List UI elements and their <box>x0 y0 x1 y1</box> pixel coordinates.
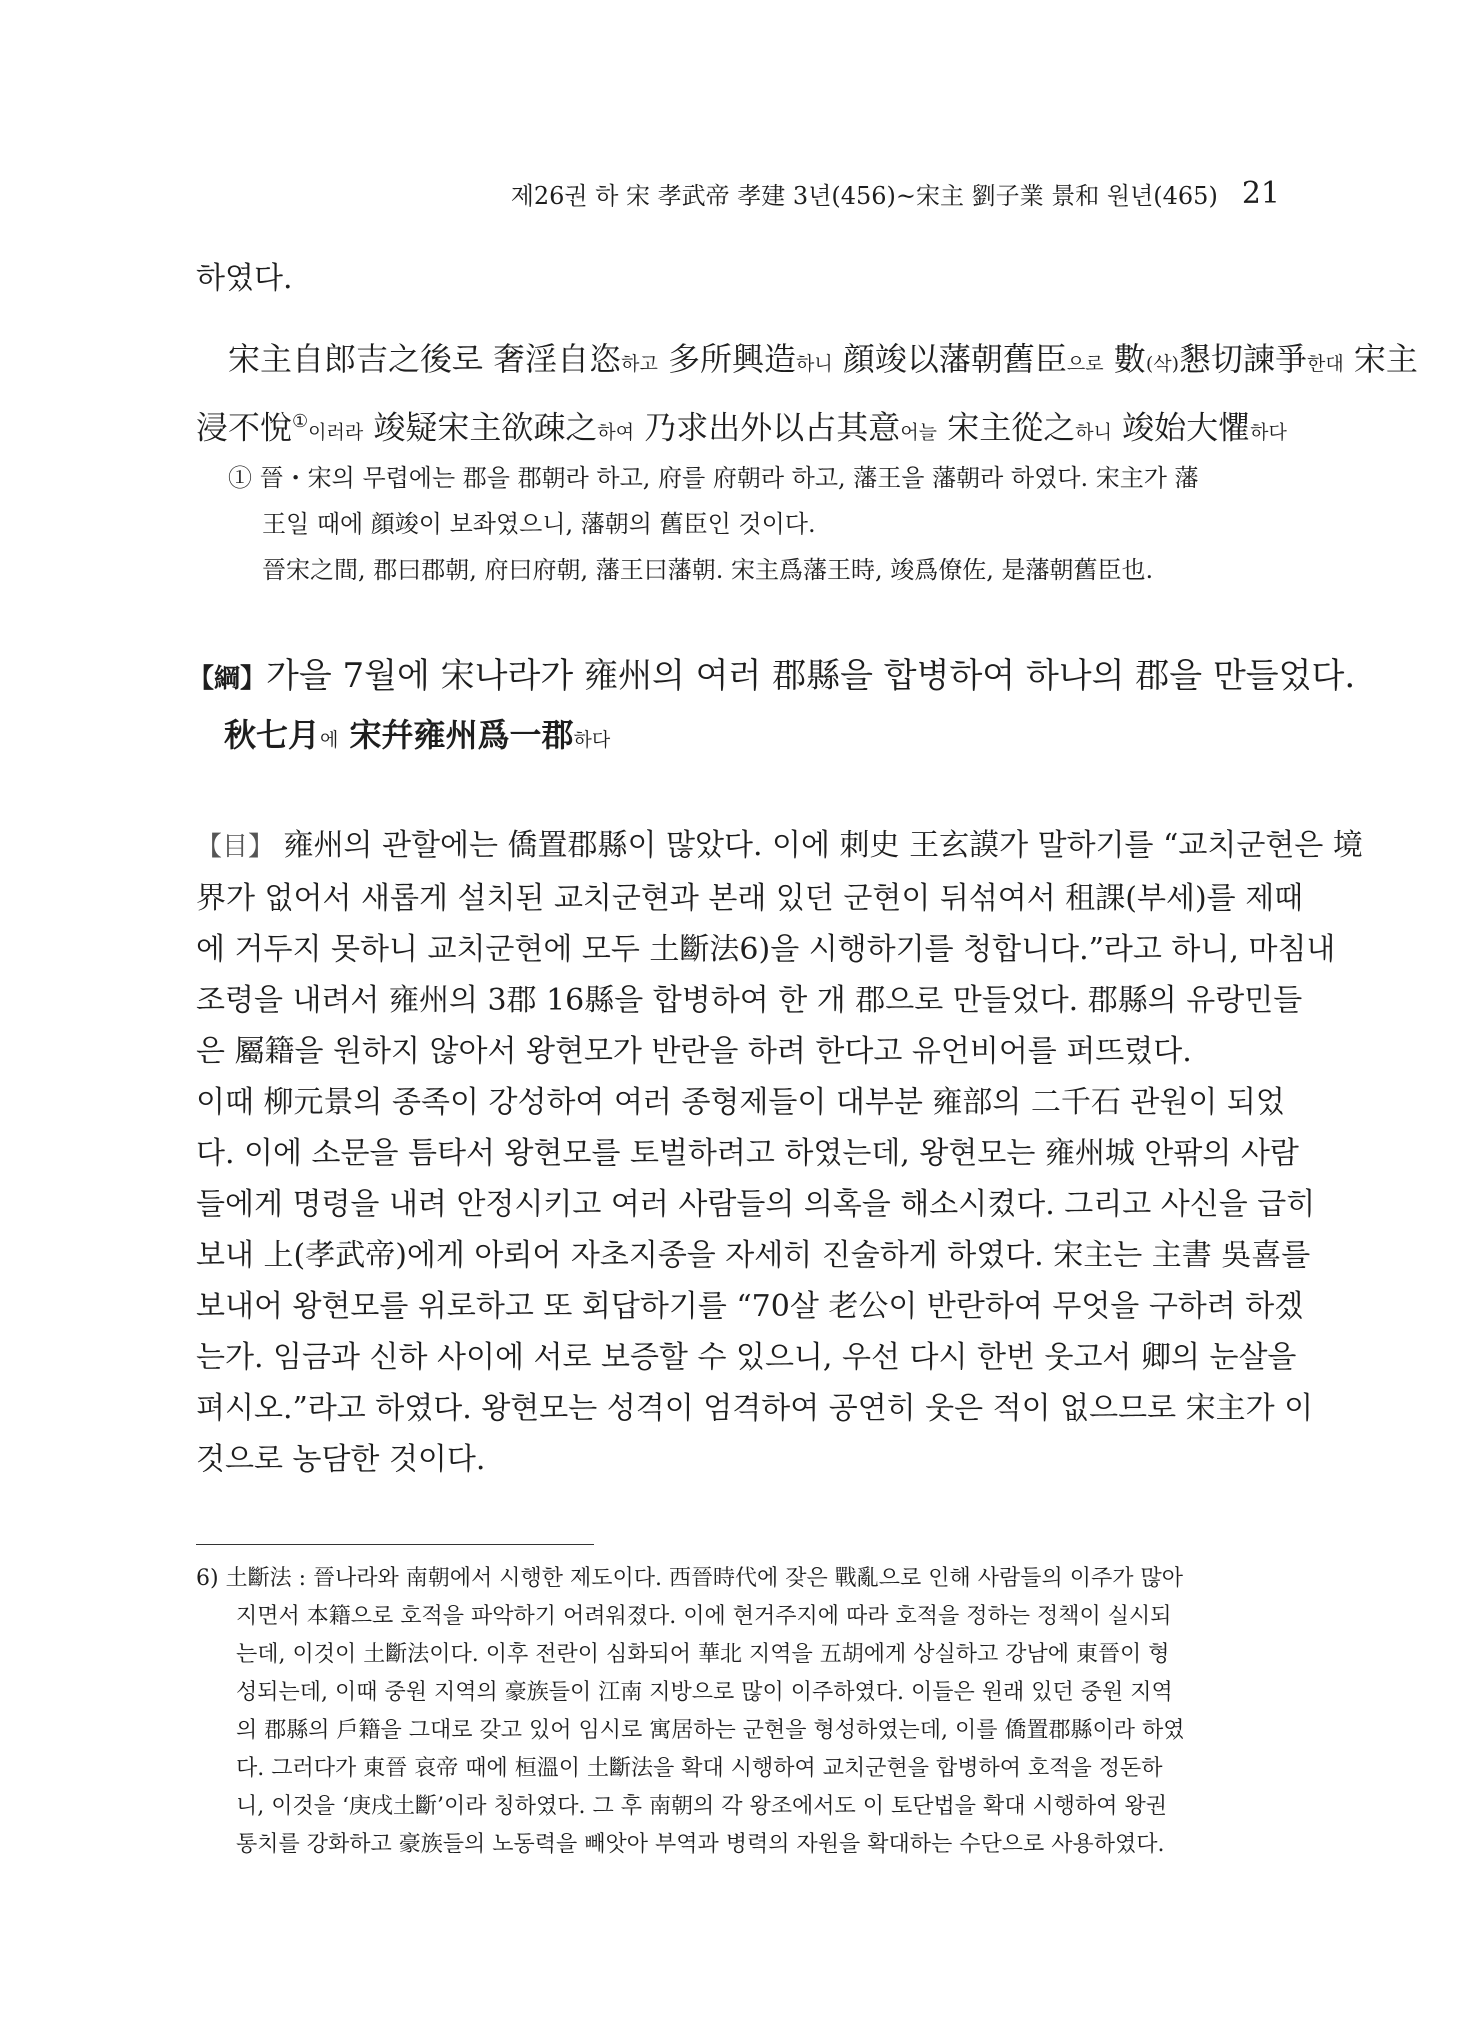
footnote-line: 통치를 강화하고 豪族들의 노동력을 빼앗아 부역과 병력의 자원을 확대하는 수단으로 사용하였다. <box>236 1832 1165 1857</box>
note-line: 王일 때에 顔竣이 보좌였으니, 藩朝의 舊臣인 것이다. <box>262 510 816 538</box>
hanmun-ending: 에 <box>320 729 339 751</box>
page-number: 21 <box>1241 175 1280 211</box>
mok-line: 보내어 왕현모를 위로하고 또 회답하기를 “70살 老公이 반란하여 무엇을 구하려 하겠 <box>196 1289 1304 1324</box>
annotation-note <box>228 455 1286 593</box>
gang-section <box>188 648 1356 768</box>
hanmun-ending: 이러라 <box>308 421 364 444</box>
hanmun-text: 宋幷雍州爲一郡 <box>338 716 574 754</box>
hanmun-text: 數 <box>1103 340 1146 378</box>
mok-line: 다. 이에 소문을 틈타서 왕현모를 토벌하려고 하였는데, 왕현모는 雍州城 안팎의 사람 <box>196 1136 1299 1171</box>
note-line: ① 晉・宋의 무렵에는 郡을 郡朝라 하고, 府를 府朝라 하고, 藩王을 藩朝라 하였다. 宋主가 藩 <box>228 464 1199 492</box>
hanmun-ending: 하고 <box>621 353 658 375</box>
gang-heading <box>188 648 1356 707</box>
note-marker: ① <box>292 411 309 432</box>
hanmun-ending: 어늘 <box>900 421 938 444</box>
hanmun-ending: 으로 <box>1066 353 1104 375</box>
hanmun-ending: 하여 <box>597 421 635 444</box>
mok-line: 들에게 명령을 내려 안정시키고 여러 사람들의 의혹을 해소시켰다. 그리고 사신을 급히 <box>196 1187 1316 1222</box>
hanmun-text: 秋七月 <box>224 716 321 754</box>
mok-line: 펴시오.”라고 하였다. 왕현모는 성격이 엄격하여 공연히 웃은 적이 없으므로 宋主가 이 <box>196 1391 1314 1426</box>
hanmun-text: 竣疑宋主欲疎之 <box>363 408 598 447</box>
footnote <box>196 1560 1290 1864</box>
hanmun-text: 竣始大懼 <box>1111 408 1251 447</box>
hanmun-ending: 하다 <box>573 729 611 751</box>
running-header <box>510 170 1280 216</box>
footnote-line: 지면서 本籍으로 호적을 파악하기 어려워졌다. 이에 현거주지에 따라 호적을 정하는 정책이 실시되 <box>236 1604 1172 1629</box>
hanmun-ending: 하니 <box>1075 421 1112 444</box>
footnote-line: 의 郡縣의 戶籍을 그대로 갖고 있어 임시로 寓居하는 군현을 형성하였는데, 이를 僑置郡縣이라 하였 <box>236 1718 1185 1743</box>
footnote-line: 6) 土斷法 : 晉나라와 南朝에서 시행한 제도이다. 西晉時代에 잦은 戰亂으로 인해 사람들의 이주가 많아 <box>196 1566 1183 1591</box>
hanmun-text: 顔竣以藩朝舊臣 <box>832 340 1067 378</box>
footnote-divider <box>196 1544 594 1545</box>
footnote-line: 다. 그러다가 東晉 哀帝 때에 桓溫이 土斷法을 확대 시행하여 교치군현을 합병하여 호적을 정돈하 <box>236 1756 1163 1781</box>
footnote-line: 니, 이것을 ‘庚戌土斷’이라 칭하였다. 그 후 南朝의 각 왕조에서도 이 토단법을 확대 시행하여 왕권 <box>236 1794 1167 1819</box>
hanmun-text: 宋主從之 <box>937 408 1076 447</box>
mok-line: 는가. 임금과 신하 사이에 서로 보증할 수 있으니, 우선 다시 한번 웃고서 卿의 눈살을 <box>196 1340 1297 1375</box>
footnote-line: 성되는데, 이때 중원 지역의 豪族들이 江南 지방으로 많이 이주하였다. 이들은 원래 있던 중원 지역 <box>236 1680 1173 1705</box>
hanmun-text: 宋主自郎吉之後로 奢淫自恣 <box>228 340 622 378</box>
hanmun-text: 宋主 <box>1343 340 1418 378</box>
mok-line: 界가 없어서 새롭게 설치된 교치군현과 본래 있던 군현이 뒤섞여서 租課(부세)를 제때 <box>196 881 1304 916</box>
mok-line <box>196 820 1363 873</box>
hanmun-ending: 하니 <box>796 353 833 375</box>
mok-mark: 【目】 <box>196 832 275 862</box>
continuation-text: 하였다. <box>196 261 293 296</box>
mok-line: 은 屬籍을 원하지 않아서 왕현모가 반란을 하려 한다고 유언비어를 퍼뜨렸다. <box>196 1034 1192 1069</box>
note-original-text: 晉宋之間, 郡曰郡朝, 府曰府朝, 藩王曰藩朝. 宋主爲藩王時, 竣爲僚佐, 是藩朝舊臣也. <box>262 556 1154 584</box>
mok-line: 이때 柳元景의 종족이 강성하여 여러 종형제들이 대부분 雍部의 二千石 관원이 되었 <box>196 1085 1285 1120</box>
mok-line: 것으로 농담한 것이다. <box>196 1442 486 1477</box>
running-title: 제26권 하 宋 孝武帝 孝建 3년(456)~宋主 劉子業 景和 원년(465) <box>510 181 1218 210</box>
hanmun-ending: 한대 <box>1307 353 1344 375</box>
gang-hanmun <box>188 707 1288 768</box>
hanmun-line <box>196 330 1418 393</box>
hanmun-passage <box>196 330 1418 462</box>
hanmun-text: 浸不悅 <box>196 408 293 447</box>
mok-line: 조령을 내려서 雍州의 3郡 16縣을 합병하여 한 개 郡으로 만들었다. 郡縣의 유랑민들 <box>196 983 1303 1018</box>
hanmun-text: 多所興造 <box>657 340 796 378</box>
mok-text: 雍州의 관할에는 僑置郡縣이 많았다. 이에 刺史 王玄謨가 말하기를 “교치군현은 境 <box>274 828 1363 863</box>
hanmun-text: 懇切諫爭 <box>1179 340 1308 378</box>
gang-text: 가을 7월에 宋나라가 雍州의 여러 郡縣을 합병하여 하나의 郡을 만들었다. <box>266 656 1356 696</box>
hanmun-text: 乃求出外以占其意 <box>634 408 901 447</box>
gang-mark: 【綱】 <box>188 664 267 694</box>
mok-section <box>196 820 1363 1485</box>
hanmun-line <box>196 393 1286 462</box>
hanmun-ending: 하다 <box>1250 421 1287 444</box>
mok-line: 에 거두지 못하니 교치군현에 모두 土斷法6)을 시행하기를 청합니다.”라고 하니, 마침내 <box>196 932 1336 967</box>
mok-line: 보내 上(孝武帝)에게 아뢰어 자초지종을 자세히 진술하게 하였다. 宋主는 主書 吳喜를 <box>196 1238 1311 1273</box>
hanmun-reading: (삭) <box>1145 353 1179 375</box>
footnote-line: 는데, 이것이 土斷法이다. 이후 전란이 심화되어 華北 지역을 五胡에게 상실하고 강남에 東晉이 형 <box>236 1642 1170 1667</box>
